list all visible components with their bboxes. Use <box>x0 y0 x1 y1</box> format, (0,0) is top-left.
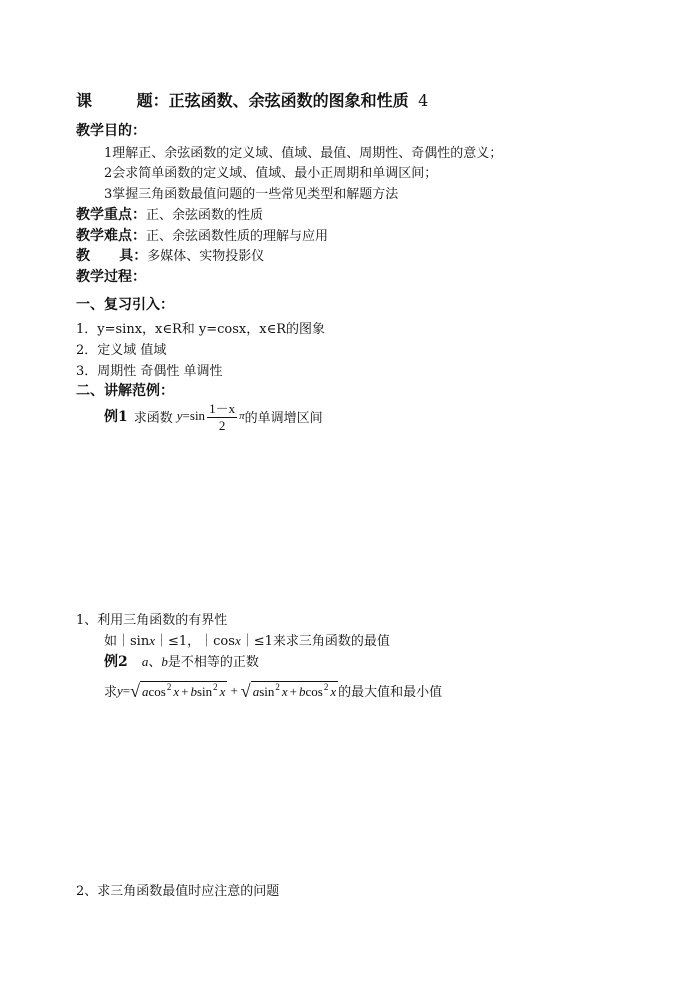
example1-pi: π <box>239 410 245 422</box>
section1-x: x <box>149 633 155 648</box>
sqrt-term-1 <box>130 680 227 701</box>
exponent: 2 <box>213 682 218 692</box>
example2-label: 例2 <box>104 654 128 670</box>
objective-item: 3掌握三角函数最值问题的一些常见类型和解题方法 <box>104 187 399 202</box>
objective-item: 1理解正、余弦函数的定义域、值域、最值、周期性、奇偶性的意义； <box>104 146 503 161</box>
difficulty-label: 教学难点： <box>76 228 146 244</box>
section1-line <box>104 630 390 649</box>
objectives-heading: 教学目的： <box>76 123 146 139</box>
section1-x: x <box>234 633 241 648</box>
key-point-text: 正、余弦函数的性质 <box>146 208 264 223</box>
sin-fn: sin <box>259 684 275 699</box>
title-text: 正弦函数、余弦函数的图象和性质 <box>168 91 409 110</box>
key-point <box>76 204 263 224</box>
exponent: 2 <box>275 682 280 692</box>
tools-label: 教 具： <box>76 248 148 264</box>
example1-eq: =sin <box>182 408 206 423</box>
formula-plus: + <box>230 682 238 698</box>
example2-statement <box>104 651 259 671</box>
exponent: 2 <box>166 682 172 692</box>
plus: + <box>289 684 297 699</box>
var-x: x <box>173 684 180 699</box>
review-item: 2．定义域 值域 <box>76 343 167 358</box>
section1-prefix: 如｜sin <box>104 634 150 649</box>
difficulty <box>76 225 328 245</box>
tools <box>76 245 264 265</box>
var-a: a <box>142 684 149 699</box>
objective-item: 2会求简单函数的定义域、值域、最小正周期和单调区间； <box>104 166 438 181</box>
key-point-label: 教学重点： <box>76 207 146 223</box>
example1 <box>104 398 323 434</box>
example2-sep: 、 <box>148 655 162 670</box>
section1-mid: ｜≤1，｜cos <box>154 634 235 649</box>
var-b: b <box>190 684 197 699</box>
fraction-numerator: 1－x <box>207 398 237 418</box>
difficulty-text: 正、余弦函数性质的理解与应用 <box>146 229 329 244</box>
var-x: x <box>281 684 288 699</box>
var-a: a <box>141 654 149 669</box>
var-x: x <box>219 684 226 699</box>
example2-text: 是不相等的正数 <box>167 655 259 670</box>
cos-fn: cos <box>148 684 166 699</box>
cos-fn: cos <box>305 684 323 699</box>
example2-suffix: 的最大值和最小值 <box>338 685 443 700</box>
var-b: b <box>161 654 168 669</box>
example1-y: y <box>176 408 183 423</box>
var-a: a <box>252 684 260 699</box>
fraction-denominator: 2 <box>218 418 226 433</box>
radical-sign: √ <box>240 681 251 701</box>
example1-suffix: 的单调增区间 <box>244 410 323 426</box>
title-label: 课 题： <box>76 91 169 110</box>
exponent: 2 <box>323 682 329 692</box>
section1-suffix: ｜≤1来求三角函数的最值 <box>240 634 390 649</box>
example2-formula <box>104 680 442 701</box>
section2-title: 2、求三角函数最值时应注意的问题 <box>76 884 280 899</box>
review-heading: 一、复习引入： <box>76 297 174 313</box>
var-b: b <box>298 684 306 699</box>
example2-prefix: 求 <box>104 685 118 700</box>
lesson-title <box>76 88 428 111</box>
sin-fn: sin <box>197 684 213 699</box>
process-heading: 教学过程： <box>76 269 146 285</box>
example1-prefix: 求函数 <box>133 410 173 426</box>
sqrt-term-2 <box>241 680 338 701</box>
examples-heading: 二、讲解范例： <box>76 383 174 399</box>
section1-title: 1、利用三角函数的有界性 <box>76 613 228 628</box>
plus: + <box>181 684 189 699</box>
formula-y: y <box>117 682 123 698</box>
tools-text: 多媒体、实物投影仪 <box>147 249 265 264</box>
var-x: x <box>330 684 337 699</box>
review-item: 1．y=sinx，x∈R和 y=cosx，x∈R的图象 <box>76 322 326 337</box>
review-item: 3．周期性 奇偶性 单调性 <box>76 364 223 379</box>
title-number: 4 <box>418 91 429 110</box>
formula-eq: = <box>122 682 131 698</box>
radical-sign: √ <box>130 681 141 701</box>
example1-label: 例1 <box>104 409 128 425</box>
example1-fraction <box>207 398 237 434</box>
